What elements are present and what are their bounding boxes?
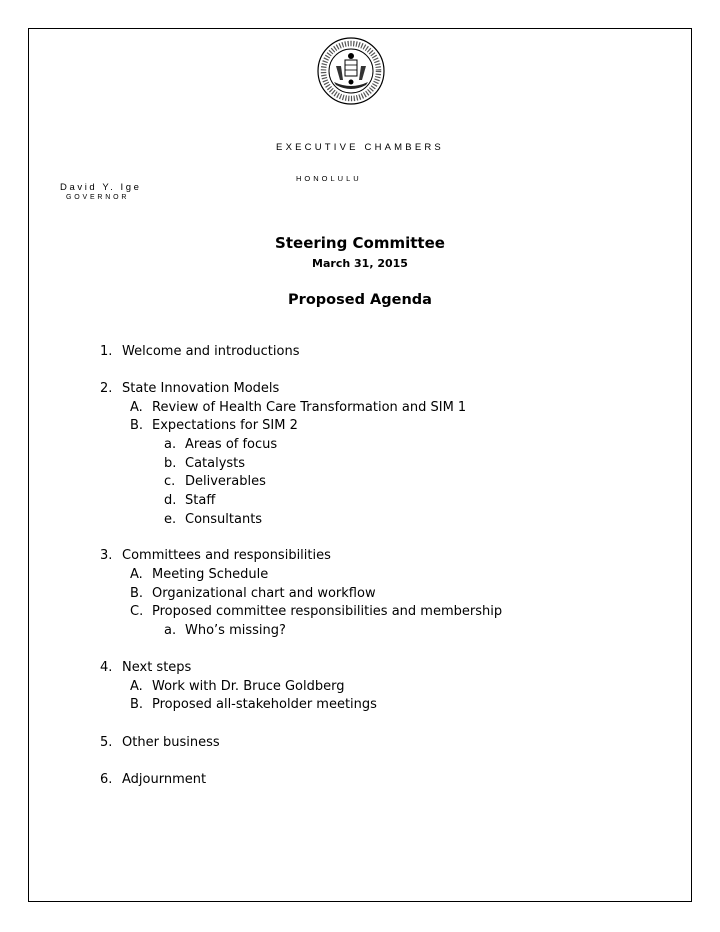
agenda-item-marker: 4. (100, 660, 113, 675)
agenda-item-marker: d. (164, 493, 177, 508)
agenda-item-marker: 1. (100, 344, 113, 359)
agenda-item-text: State Innovation Models (122, 381, 280, 396)
city-label: HONOLULU (296, 174, 362, 183)
agenda-item-text: Meeting Schedule (152, 567, 269, 582)
governor-title: GOVERNOR (66, 194, 130, 201)
agenda-item-text: Adjournment (122, 772, 207, 787)
agenda-item-text: Proposed all-stakeholder meetings (152, 697, 377, 712)
agenda-item-marker: 5. (100, 735, 113, 750)
agenda-item-marker: a. (164, 623, 177, 638)
executive-chambers-heading: EXECUTIVE CHAMBERS (276, 142, 444, 153)
agenda-item-marker: b. (164, 456, 177, 471)
agenda-item-text: Staff (185, 493, 216, 508)
agenda-item-text: Other business (122, 735, 220, 750)
agenda-item-text: Welcome and introductions (122, 344, 300, 359)
agenda-item-text: Deliverables (185, 474, 266, 489)
document-title: Steering Committee (275, 234, 445, 252)
agenda-item-marker: A. (130, 679, 143, 694)
agenda-item-marker: 6. (100, 772, 113, 787)
agenda-item-marker: c. (164, 474, 176, 489)
agenda-item-text: Catalysts (185, 456, 246, 471)
agenda-item-text: Proposed committee responsibilities and membership (152, 604, 503, 619)
agenda-item-text: Work with Dr. Bruce Goldberg (152, 679, 345, 694)
agenda-item-text: Organizational chart and workflow (152, 586, 376, 601)
document-date: March 31, 2015 (312, 257, 408, 270)
agenda-item-marker: A. (130, 400, 143, 415)
governor-name: David Y. Ige (60, 182, 142, 193)
agenda-item-text: Who’s missing? (185, 623, 286, 638)
agenda-item-marker: B. (130, 418, 144, 433)
agenda-item-marker: A. (130, 567, 143, 582)
agenda-item-marker: 3. (100, 548, 113, 563)
document-subtitle: Proposed Agenda (288, 292, 432, 308)
agenda-item-text: Expectations for SIM 2 (152, 418, 298, 433)
agenda-item-text: Review of Health Care Transformation and SIM 1 (152, 400, 467, 415)
agenda-item-marker: 2. (100, 381, 113, 396)
agenda-item-text: Consultants (185, 512, 263, 527)
agenda-item-marker: e. (164, 512, 177, 527)
agenda-item-marker: a. (164, 437, 177, 452)
agenda-item-marker: C. (130, 604, 144, 619)
agenda-item-marker: B. (130, 697, 144, 712)
agenda-item-text: Areas of focus (185, 437, 278, 452)
agenda-item-text: Committees and responsibilities (122, 548, 331, 563)
agenda-item-text: Next steps (122, 660, 192, 675)
agenda-item-marker: B. (130, 586, 144, 601)
